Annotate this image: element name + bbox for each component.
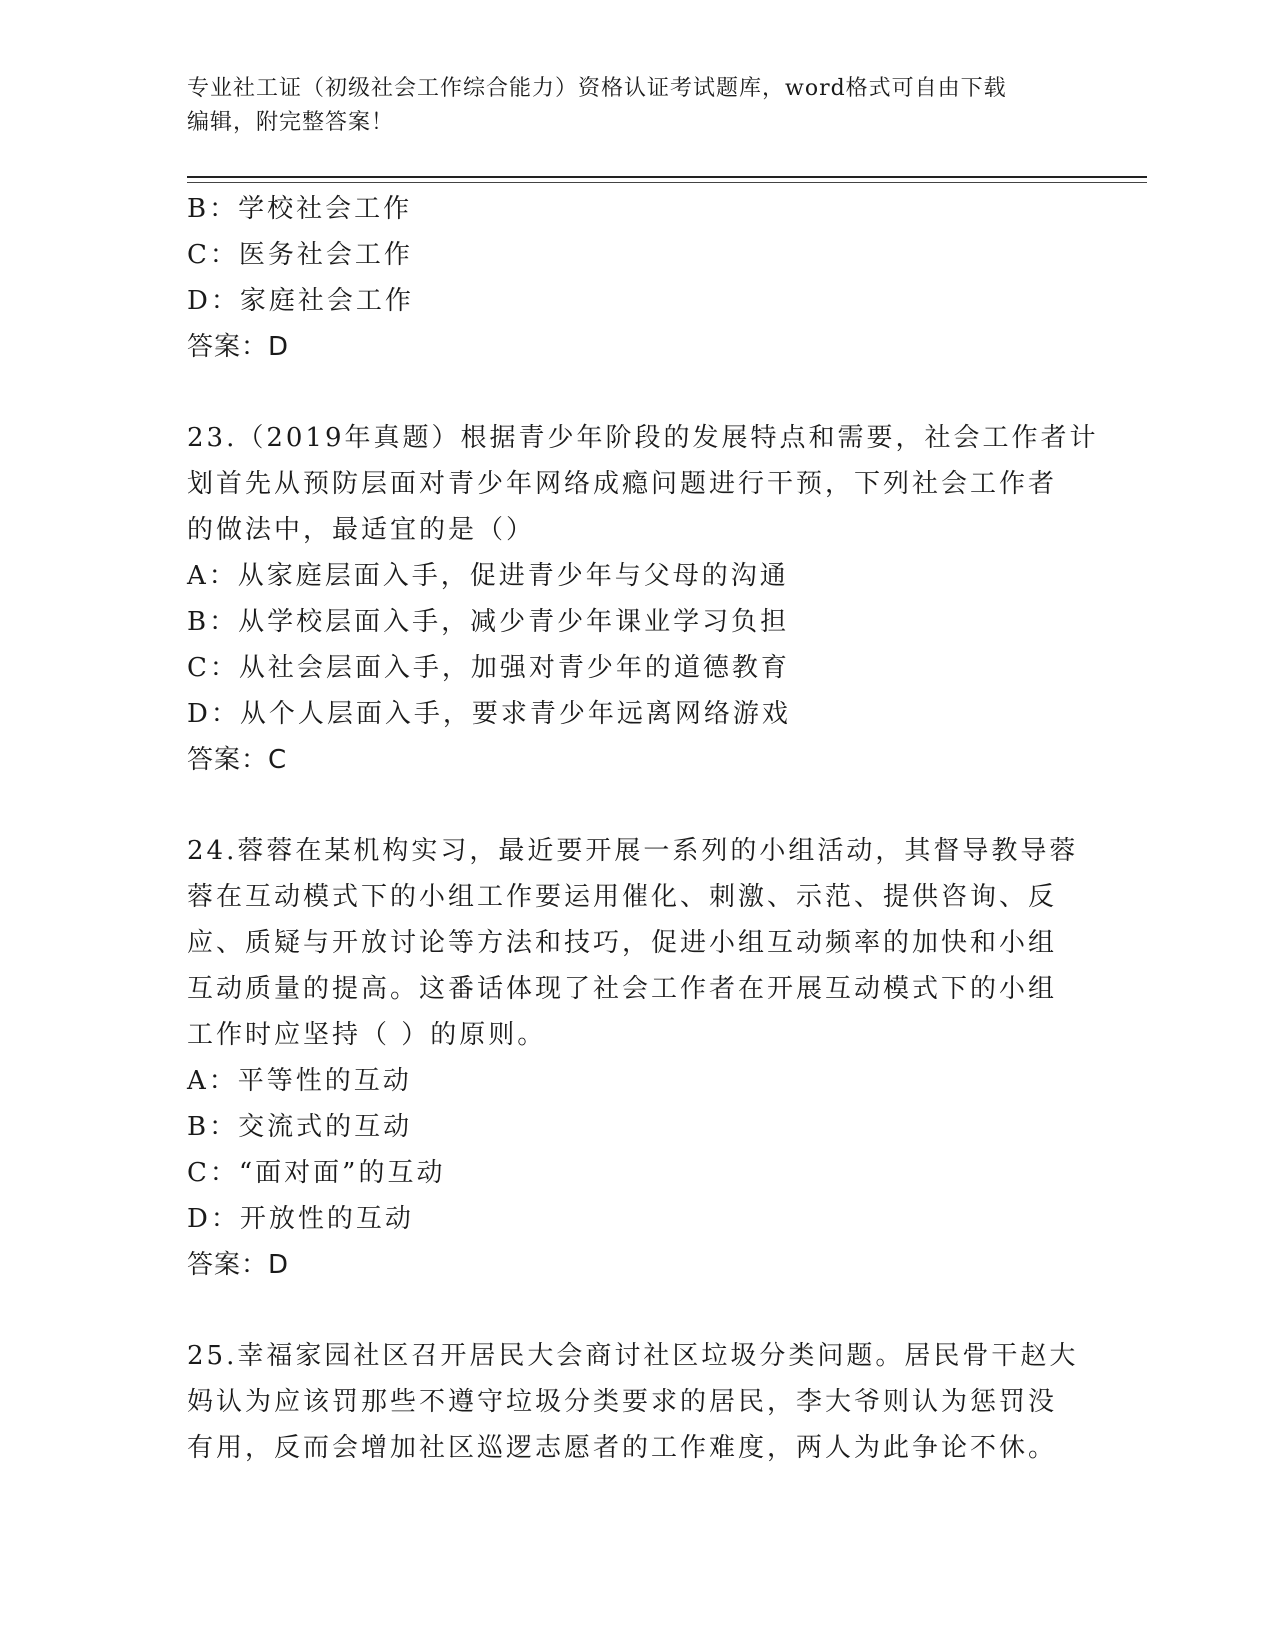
document-header [187, 72, 1087, 140]
answer-line: 答案：C [187, 745, 288, 775]
question-24 [187, 828, 1087, 1288]
question-23 [187, 415, 1099, 783]
question-content [187, 186, 1099, 1471]
answer-line: 答案：D [187, 332, 290, 362]
option-a: A：平等性的互动 [187, 1066, 412, 1096]
option-d: D：家庭社会工作 [187, 286, 414, 316]
question-stem-line: 妈认为应该罚那些不遵守垃圾分类要求的居民，李大爷则认为惩罚没 [187, 1387, 1058, 1417]
answer-line: 答案：D [187, 1250, 290, 1280]
spacer [187, 783, 1087, 828]
option-d: D：开放性的互动 [187, 1204, 414, 1234]
header-line-2: 编辑，附完整答案！ [187, 110, 395, 135]
option-b: B：交流式的互动 [187, 1112, 413, 1142]
question-stem-line: 的做法中，最适宜的是（） [187, 515, 536, 545]
question-stem-line: 工作时应坚持（ ）的原则。 [187, 1020, 547, 1050]
header-divider-thin [187, 182, 1147, 183]
option-c: C：“面对面”的互动 [187, 1158, 446, 1188]
question-stem-line: 蓉在互动模式下的小组工作要运用催化、刺激、示范、提供咨询、反 [187, 882, 1058, 912]
header-line-1: 专业社工证（初级社会工作综合能力）资格认证考试题库，word格式可自由下载 [187, 76, 1007, 101]
question-stem-line: 25.幸福家园社区召开居民大会商讨社区垃圾分类问题。居民骨干赵大 [187, 1341, 1079, 1371]
question-stem-line: 划首先从预防层面对青少年网络成瘾问题进行干预，下列社会工作者 [187, 469, 1058, 499]
question-stem-line: 互动质量的提高。这番话体现了社会工作者在开展互动模式下的小组 [187, 974, 1058, 1004]
header-divider-thick [187, 176, 1147, 178]
question-stem-line: 有用，反而会增加社区巡逻志愿者的工作难度，两人为此争论不休。 [187, 1433, 1058, 1463]
option-d: D：从个人层面入手，要求青少年远离网络游戏 [187, 699, 791, 729]
spacer [187, 1288, 1087, 1333]
option-a: A：从家庭层面入手，促进青少年与父母的沟通 [187, 561, 789, 591]
spacer [187, 370, 1087, 415]
option-b: B：学校社会工作 [187, 194, 413, 224]
question-25 [187, 1333, 1087, 1471]
question-stem-line: 23.（2019年真题）根据青少年阶段的发展特点和需要，社会工作者计 [187, 423, 1099, 453]
option-c: C：医务社会工作 [187, 240, 413, 270]
option-c: C：从社会层面入手，加强对青少年的道德教育 [187, 653, 790, 683]
question-22-tail [187, 186, 1087, 370]
question-stem-line: 应、质疑与开放讨论等方法和技巧，促进小组互动频率的加快和小组 [187, 928, 1058, 958]
option-b: B：从学校层面入手，减少青少年课业学习负担 [187, 607, 790, 637]
question-stem-line: 24.蓉蓉在某机构实习，最近要开展一系列的小组活动，其督导教导蓉 [187, 836, 1079, 866]
